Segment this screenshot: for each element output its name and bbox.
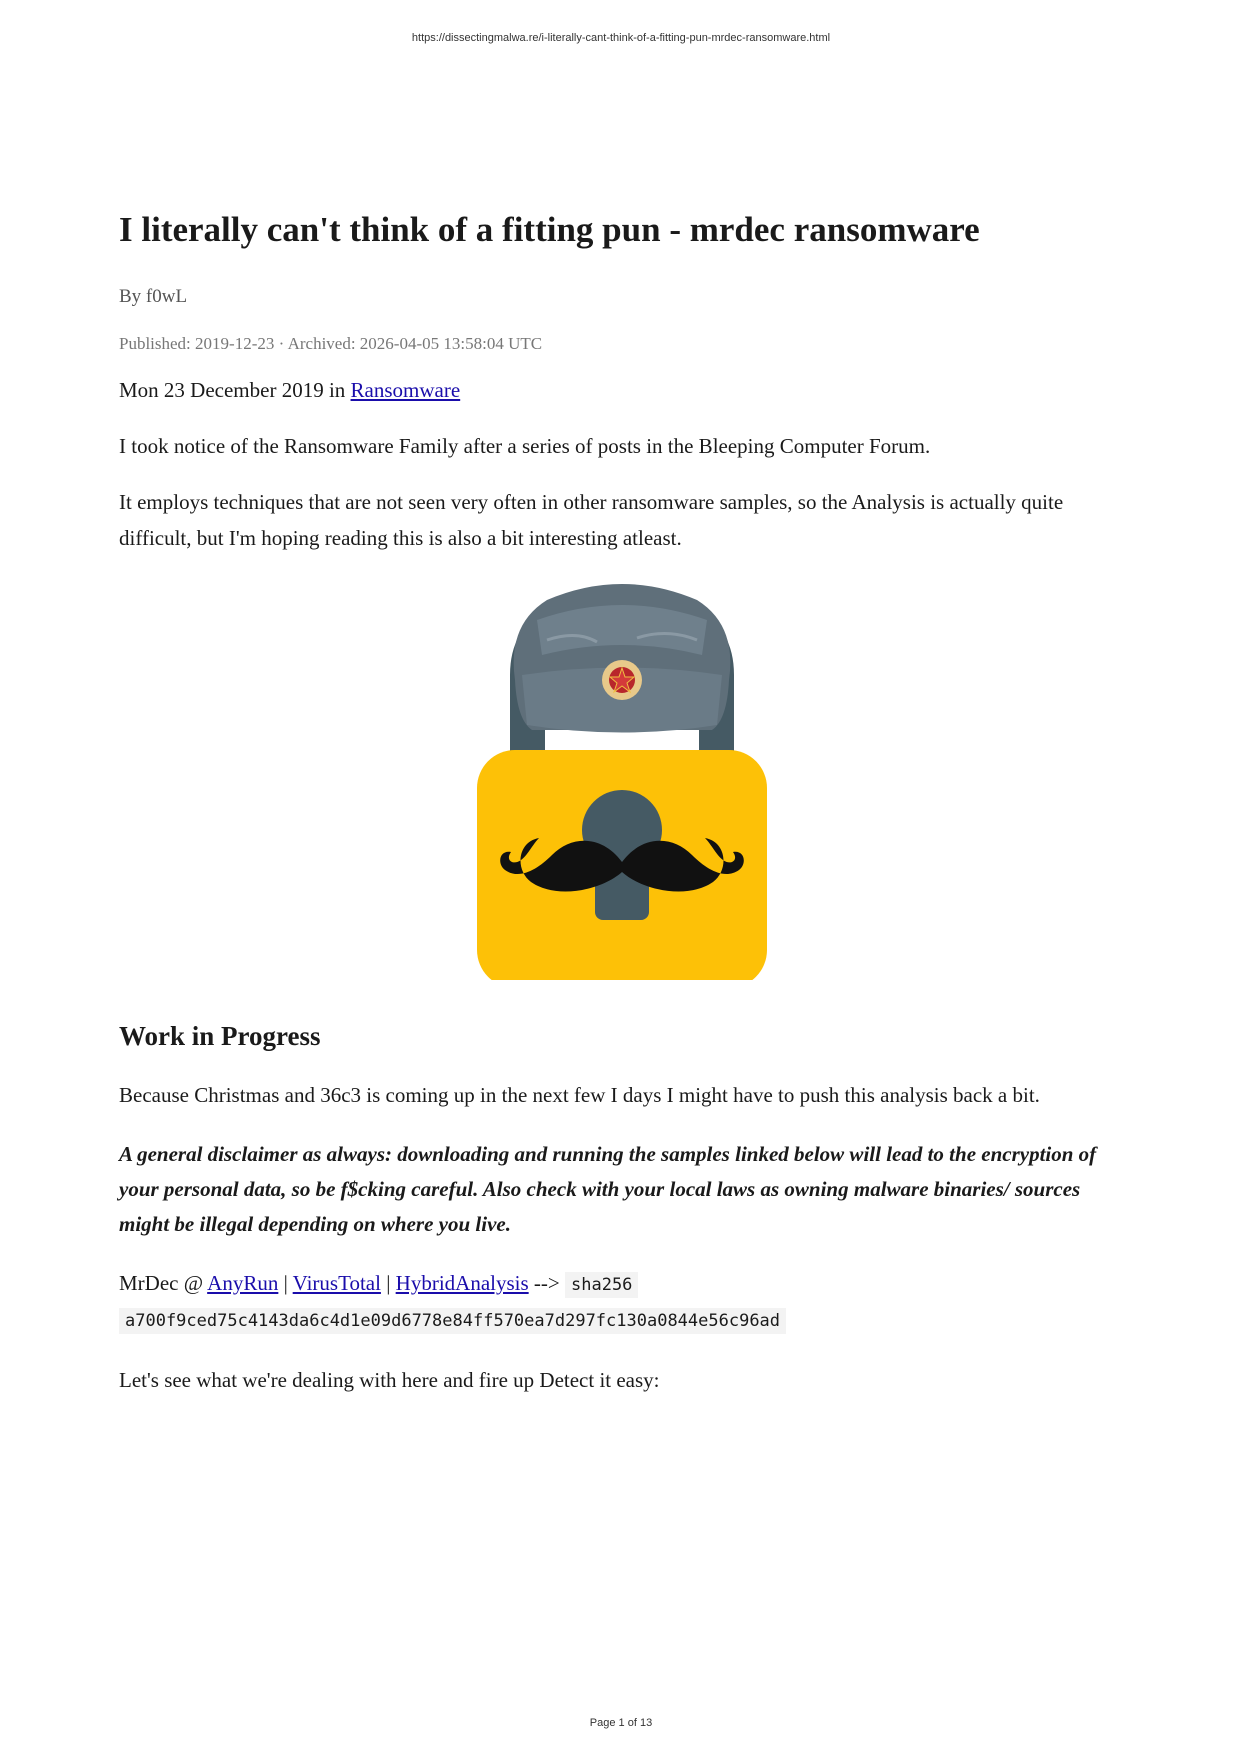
author-byline: By f0wL	[119, 286, 188, 308]
sha256-hash: a700f9ced75c4143da6c4d1e09d6778e84ff570ea7d297fc130a0844e56c96ad	[119, 1308, 786, 1334]
christmas-note: Because Christmas and 36c3 is coming up in the next few I days I might have to push this analysis back a bit.	[119, 1082, 1040, 1107]
section-heading-wip: Work in Progress	[119, 1021, 321, 1052]
sample-name: MrDec @	[119, 1270, 208, 1295]
article-title: I literally can't think of a fitting pun - mrdec ransomware	[119, 210, 980, 249]
anyrun-link[interactable]: AnyRun	[207, 1270, 279, 1295]
print-url-header: https://dissectingmalwa.re/i-literally-cant-think-of-a-fitting-pun-mrdec-ransomware.html	[411, 32, 831, 44]
arrow-text: -->	[528, 1270, 565, 1295]
virustotal-link[interactable]: VirusTotal	[292, 1270, 381, 1295]
intro-paragraph: I took notice of the Ransomware Family after a series of posts in the Bleeping Computer Forum.	[119, 434, 931, 459]
link-separator: |	[380, 1270, 396, 1295]
hash-label: sha256	[565, 1272, 638, 1298]
detect-it-easy-intro: Let's see what we're dealing with here and fire up Detect it easy:	[119, 1367, 660, 1392]
article	[119, 210, 1124, 1398]
logo-figure	[119, 580, 1124, 980]
page-number: Page 1 of 13	[589, 1717, 653, 1729]
techniques-paragraph: It employs techniques that are not seen very often in other ransomware samples, so the Analysis is actually quite difficult, but I'm hoping reading this is also a bit interesting atleast.	[119, 490, 1064, 551]
ushanka-padlock-logo	[477, 580, 767, 980]
category-link-ransomware[interactable]: Ransomware	[350, 378, 461, 403]
publish-meta: Published: 2019-12-23 · Archived: 2026-04-05 13:58:04 UTC	[119, 334, 543, 354]
link-separator: |	[278, 1270, 293, 1295]
hybridanalysis-link[interactable]: HybridAnalysis	[395, 1270, 529, 1295]
post-date-line	[119, 372, 1124, 408]
sample-links-line	[119, 1266, 1124, 1338]
post-date: Mon 23 December 2019 in	[119, 378, 351, 403]
malware-disclaimer: A general disclaimer as always: downloading and running the samples linked below will lead to the encryption of your personal data, so be f$cking careful. Also check with your local laws as owning malware binaries/ sources might be illegal depending on where you live.	[119, 1141, 1097, 1236]
